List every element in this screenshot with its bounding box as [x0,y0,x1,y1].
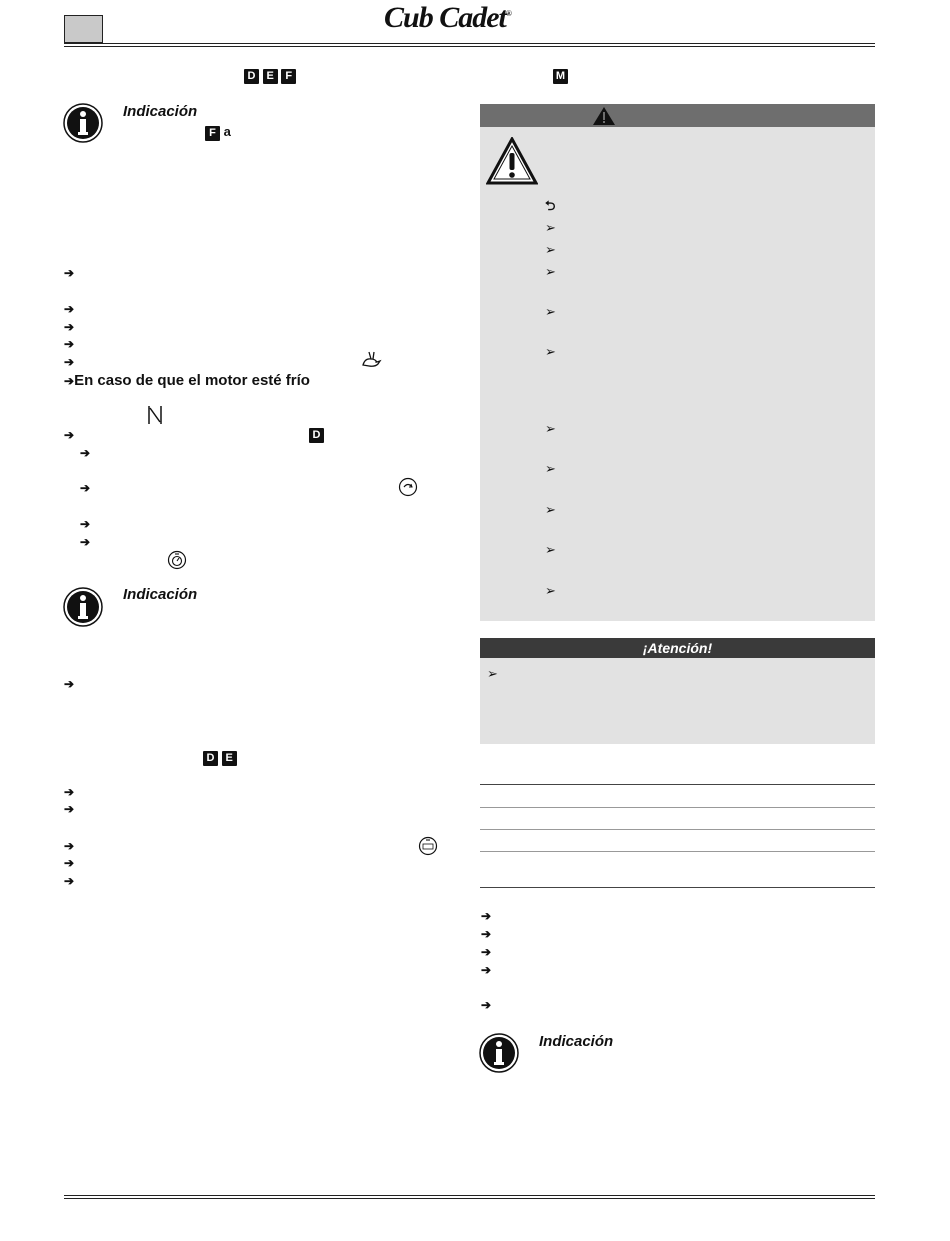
figure-ref-letter-m-wrap [553,67,568,84]
table-rule [480,887,875,888]
rabbit-icon [360,350,382,370]
arrow-icon: ➔ [481,945,492,959]
arrow-icon: ➔ [64,677,75,691]
figure-ref-letters-lower [203,749,237,766]
arrow-icon: ➔ [64,355,75,369]
warning-header [480,104,875,127]
figure-letter-d: D [244,69,259,84]
figure-letter-e: E [263,69,278,84]
arrow-icon: ➔ [64,266,75,280]
arrow-icon: ➔ [64,320,75,334]
chevron-icon: ➢ [545,242,556,257]
arrow-icon: ➔ [481,998,492,1012]
figure-letter-f: F [281,69,296,84]
warning-triangle-icon [486,137,538,185]
arrow-icon: ➔ [64,337,75,351]
warning-panel [480,104,875,621]
figure-ref-letters-top [244,67,296,84]
stop-icon [418,836,438,856]
chevron-icon: ➢ [545,583,556,598]
start-icon [398,477,418,497]
arrow-icon: ➔ [481,927,492,941]
arrow-icon: ➔ [80,535,91,549]
choke-icon [146,405,164,425]
arrow-icon: ➔ [64,428,75,442]
arrow-icon: ➔ [64,374,75,388]
arrow-icon: ➔ [481,909,492,923]
attention-title: ¡Atención! [480,638,875,658]
arrow-icon: ➔ [64,856,75,870]
arrow-icon: ➔ [64,874,75,888]
table-rule [480,851,875,852]
arrow-icon: ➔ [64,302,75,316]
figure-letter-m: M [553,69,568,84]
cold-engine-heading: En caso de que el motor esté frío [74,372,310,389]
chevron-icon: ➢ [545,304,556,319]
arrow-icon: ➔ [64,839,75,853]
note-heading-3: Indicación [539,1033,614,1050]
cold-engine-row [64,372,310,389]
arrow-icon: ➔ [481,963,492,977]
table-rule [480,807,875,808]
chevron-icon: ➢ [545,461,556,476]
table-rule [480,784,875,785]
rotate-icon: ⮌ [545,198,556,213]
figure-letter-e-lower: E [222,751,237,766]
brand-logo [384,1,511,35]
chevron-icon: ➢ [545,220,556,235]
inline-letter-a: a [223,124,231,139]
chevron-icon: ➢ [545,502,556,517]
arrow-icon: ➔ [80,446,91,460]
header-rule-top [64,43,875,44]
note-1-inline-refs [205,124,231,141]
header-rule-bottom [64,46,875,47]
inline-letter-d: D [309,428,324,443]
inline-letter-f: F [205,126,220,141]
info-icon [479,1033,519,1073]
info-icon [63,587,103,627]
footer-rule-bottom [64,1198,875,1199]
chevron-icon: ➢ [545,542,556,557]
info-icon [63,103,103,143]
table-rule [480,829,875,830]
note-heading-2: Indicación [123,586,198,603]
page-number-box [64,15,103,43]
arrow-icon: ➔ [80,517,91,531]
chevron-icon: ➢ [487,666,498,681]
note-heading-1: Indicación [123,103,198,120]
warning-triangle-icon [592,106,616,126]
brand-name: Cub Cadet [384,1,506,34]
chevron-icon: ➢ [545,421,556,436]
registered-mark: ® [505,9,511,18]
timer-icon [167,550,187,570]
figure-letter-d-lower: D [203,751,218,766]
arrow-icon: ➔ [64,785,75,799]
arrow-icon: ➔ [64,802,75,816]
chevron-icon: ➢ [545,264,556,279]
inline-d-wrap [309,426,324,443]
arrow-icon: ➔ [80,481,91,495]
chevron-icon: ➢ [545,344,556,359]
footer-rule-top [64,1195,875,1196]
